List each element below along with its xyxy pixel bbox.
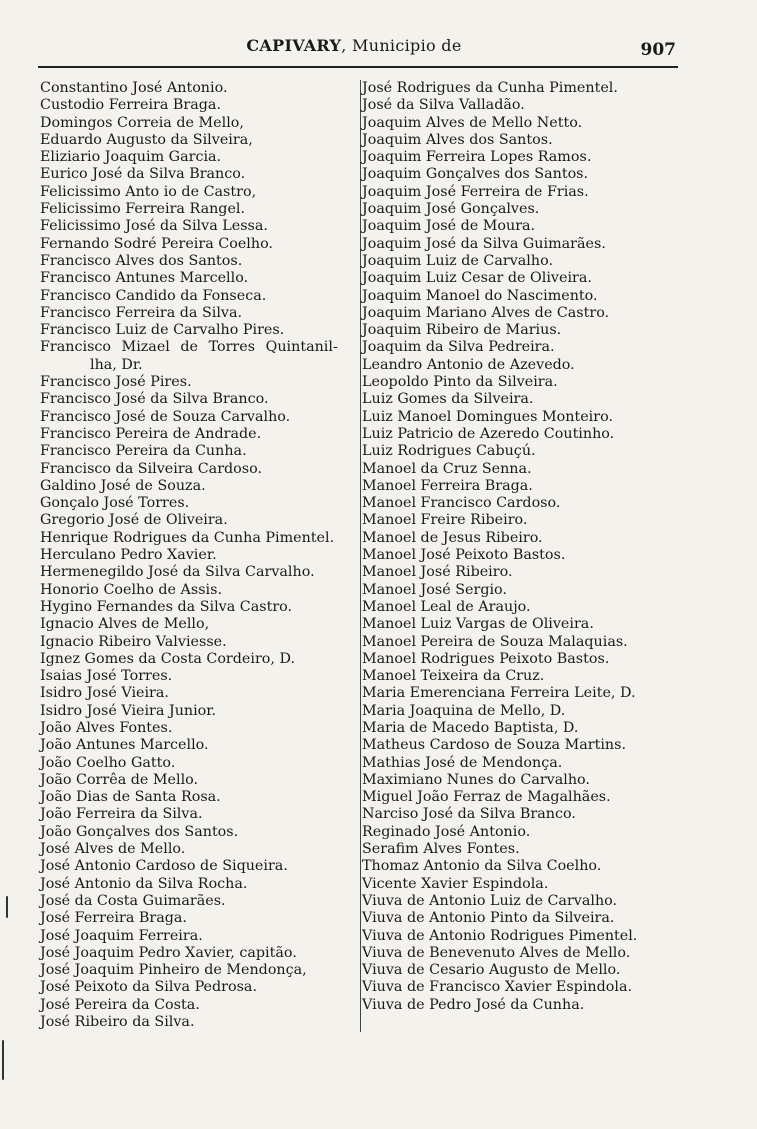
name-entry: José Joaquim Pinheiro de Mendonça, <box>40 962 307 979</box>
name-entry: Hygino Fernandes da Silva Castro. <box>40 598 293 615</box>
name-entry: Francisco da Silveira Cardoso. <box>40 460 263 477</box>
name-entry: José Alves de Mello. <box>40 841 186 858</box>
name-entry: Eurico José da Silva Branco. <box>40 166 246 183</box>
name-entry: Eduardo Augusto da Silveira, <box>40 131 253 148</box>
name-entry: Ignez Gomes da Costa Cordeiro, D. <box>40 650 295 667</box>
name-entry: Joaquim Ferreira Lopes Ramos. <box>362 149 592 166</box>
name-entry: Maximiano Nunes do Carvalho. <box>362 771 590 788</box>
name-entry: Joaquim Luiz Cesar de Oliveira. <box>362 270 592 287</box>
name-entry: José Pereira da Costa. <box>40 996 200 1013</box>
name-entry: Manoel Pereira de Souza Malaquias. <box>362 633 628 650</box>
name-entry: Serafim Alves Fontes. <box>362 841 520 858</box>
name-entry: Viuva de Antonio Pinto da Silveira. <box>362 910 615 927</box>
name-entry: Joaquim José Gonçalves. <box>362 201 540 218</box>
left-name-column <box>40 80 356 1031</box>
margin-mark <box>6 896 8 918</box>
name-entry: Manoel de Jesus Ribeiro. <box>362 529 543 546</box>
name-entry: Luiz Rodrigues Cabuçú. <box>362 443 536 460</box>
name-entry: José Antonio Cardoso de Siqueira. <box>40 858 288 875</box>
name-entry: Felicissimo José da Silva Lessa. <box>40 218 268 235</box>
name-entry: José Antonio da Silva Rocha. <box>40 875 248 892</box>
name-entry: Domingos Correia de Mello, <box>40 114 244 131</box>
name-entry: Joaquim Mariano Alves de Castro. <box>362 304 610 321</box>
name-entry: João Alves Fontes. <box>40 719 173 736</box>
name-entry: Joaquim da Silva Pedreira. <box>362 339 555 356</box>
name-entry: Narciso José da Silva Branco. <box>362 806 576 823</box>
name-entry: José Rodrigues da Cunha Pimentel. <box>362 80 618 96</box>
name-entry: João Antunes Marcello. <box>40 737 209 754</box>
name-entry: Leopoldo Pinto da Silveira. <box>362 374 558 391</box>
name-entry: Manoel Rodrigues Peixoto Bastos. <box>362 650 610 667</box>
name-entry: Francisco Alves dos Santos. <box>40 252 243 269</box>
name-entry: Henrique Rodrigues da Cunha Pimentel. <box>40 529 335 546</box>
name-entry: Joaquim Alves de Mello Netto. <box>362 114 583 131</box>
name-entry: Francisco Pereira da Cunha. <box>40 443 247 460</box>
name-entry: Ignacio Alves de Mello, <box>40 616 210 633</box>
running-title <box>30 36 678 55</box>
name-entry: lha, Dr. <box>90 356 143 373</box>
name-entry: Fernando Sodré Pereira Coelho. <box>40 235 273 252</box>
name-entry: Manoel José Ribeiro. <box>362 564 513 581</box>
name-entry: Francisco José Pires. <box>40 374 192 391</box>
name-entry: Joaquim Gonçalves dos Santos. <box>362 166 589 183</box>
name-entry: Maria de Macedo Baptista, D. <box>362 719 579 736</box>
name-entry: Constantino José Antonio. <box>40 80 228 96</box>
name-entry: Francisco Luiz de Carvalho Pires. <box>40 322 285 339</box>
name-entry: Manoel Francisco Cardoso. <box>362 495 561 512</box>
name-entry: Luiz Manoel Domingues Monteiro. <box>362 408 613 425</box>
name-entry: Francisco Antunes Marcello. <box>40 270 249 287</box>
name-entry: Felicissimo Anto io de Castro, <box>40 183 257 200</box>
name-entry: Joaquim Luiz de Carvalho. <box>362 252 553 269</box>
name-entry: Francisco José da Silva Branco. <box>40 391 269 408</box>
name-entry: Manoel Teixeira da Cruz. <box>362 668 545 685</box>
name-entry: Francisco Ferreira da Silva. <box>40 304 243 321</box>
name-entry: Joaquim Ribeiro de Marius. <box>362 322 562 339</box>
name-entry: Viuva de Francisco Xavier Espindola. <box>362 979 633 996</box>
name-entry: Thomaz Antonio da Silva Coelho. <box>362 858 602 875</box>
name-entry: Luiz Gomes da Silveira. <box>362 391 534 408</box>
name-entry: José Joaquim Ferreira. <box>40 927 203 944</box>
name-entry: Matheus Cardoso de Souza Martins. <box>362 737 626 754</box>
name-entry: João Coelho Gatto. <box>40 754 176 771</box>
name-entry: Vicente Xavier Espindola. <box>362 875 549 892</box>
name-entry: Viuva de Antonio Luiz de Carvalho. <box>362 892 618 909</box>
name-entry: Manoel Ferreira Braga. <box>362 477 533 494</box>
name-entry: Maria Joaquina de Mello, D. <box>362 702 566 719</box>
name-entry: Isaias José Torres. <box>40 668 173 685</box>
name-entry: Manoel José Sergio. <box>362 581 507 598</box>
name-entry: Joaquim José Ferreira de Frias. <box>362 183 589 200</box>
name-entry: Isidro José Vieira Junior. <box>40 702 217 719</box>
name-entry: Joaquim José da Silva Guimarães. <box>362 235 606 252</box>
name-entry: Ignacio Ribeiro Valviesse. <box>40 633 227 650</box>
name-entry: Manoel da Cruz Senna. <box>362 460 532 477</box>
name-entry: Viuva de Antonio Rodrigues Pimentel. <box>362 927 638 944</box>
page-number: 907 <box>640 40 676 60</box>
name-entry: Hermenegildo José da Silva Carvalho. <box>40 564 315 581</box>
column-divider <box>360 80 361 1032</box>
name-entry: Viuva de Pedro José da Cunha. <box>362 996 585 1013</box>
name-entry: Manoel Freire Ribeiro. <box>362 512 528 529</box>
header-rule <box>38 66 678 68</box>
name-entry: Eliziario Joaquim Garcia. <box>40 149 222 166</box>
page-header <box>30 34 678 64</box>
margin-mark <box>2 1040 4 1080</box>
name-entry: João Ferreira da Silva. <box>40 806 203 823</box>
name-entry: Maria Emerenciana Ferreira Leite, D. <box>362 685 636 702</box>
name-entry: Francisco Mizael de Torres Quintanil- <box>40 339 338 356</box>
name-entry: Manoel Leal de Araujo. <box>362 598 531 615</box>
name-entry: Manoel Luiz Vargas de Oliveira. <box>362 616 594 633</box>
name-entry: João Dias de Santa Rosa. <box>40 789 221 806</box>
header-subtitle: , Municipio de <box>341 36 462 55</box>
name-entry: Mathias José de Mendonça. <box>362 754 563 771</box>
name-entry: Herculano Pedro Xavier. <box>40 547 217 564</box>
name-entry: Galdino José de Souza. <box>40 477 206 494</box>
name-entry: Gregorio José de Oliveira. <box>40 512 228 529</box>
name-entry: Gonçalo José Torres. <box>40 495 190 512</box>
name-entry: Felicissimo Ferreira Rangel. <box>40 201 246 218</box>
name-entry: Luiz Patricio de Azeredo Coutinho. <box>362 425 615 442</box>
name-entry: Miguel João Ferraz de Magalhães. <box>362 789 611 806</box>
name-entry: Reginado José Antonio. <box>362 823 531 840</box>
name-entry: José Ferreira Braga. <box>40 910 187 927</box>
name-entry: Joaquim José de Moura. <box>362 218 536 235</box>
name-entry: Joaquim Manoel do Nascimento. <box>362 287 598 304</box>
name-entry: Leandro Antonio de Azevedo. <box>362 356 575 373</box>
name-entry: Francisco Candido da Fonseca. <box>40 287 267 304</box>
name-entry: Francisco José de Souza Carvalho. <box>40 408 291 425</box>
name-entry: Manoel José Peixoto Bastos. <box>362 547 566 564</box>
name-entry: José da Silva Valladão. <box>362 97 525 114</box>
name-entry: José Peixoto da Silva Pedrosa. <box>40 979 258 996</box>
name-entry: Viuva de Benevenuto Alves de Mello. <box>362 944 631 961</box>
name-entry: José Joaquim Pedro Xavier, capitão. <box>40 944 297 961</box>
header-title: CAPIVARY <box>246 36 342 55</box>
name-entry: Custodio Ferreira Braga. <box>40 97 222 114</box>
name-entry: João Corrêa de Mello. <box>40 771 199 788</box>
name-entry: João Gonçalves dos Santos. <box>40 823 239 840</box>
name-entry: Honorio Coelho de Assis. <box>40 581 222 598</box>
name-entry: José Ribeiro da Silva. <box>40 1014 195 1031</box>
name-entry: Francisco Pereira de Andrade. <box>40 425 262 442</box>
name-entry: Viuva de Cesario Augusto de Mello. <box>362 962 621 979</box>
name-entry: Joaquim Alves dos Santos. <box>362 131 553 148</box>
right-name-column <box>362 80 662 1014</box>
name-entry: José da Costa Guimarães. <box>40 892 226 909</box>
name-entry: Isidro José Vieira. <box>40 685 169 702</box>
